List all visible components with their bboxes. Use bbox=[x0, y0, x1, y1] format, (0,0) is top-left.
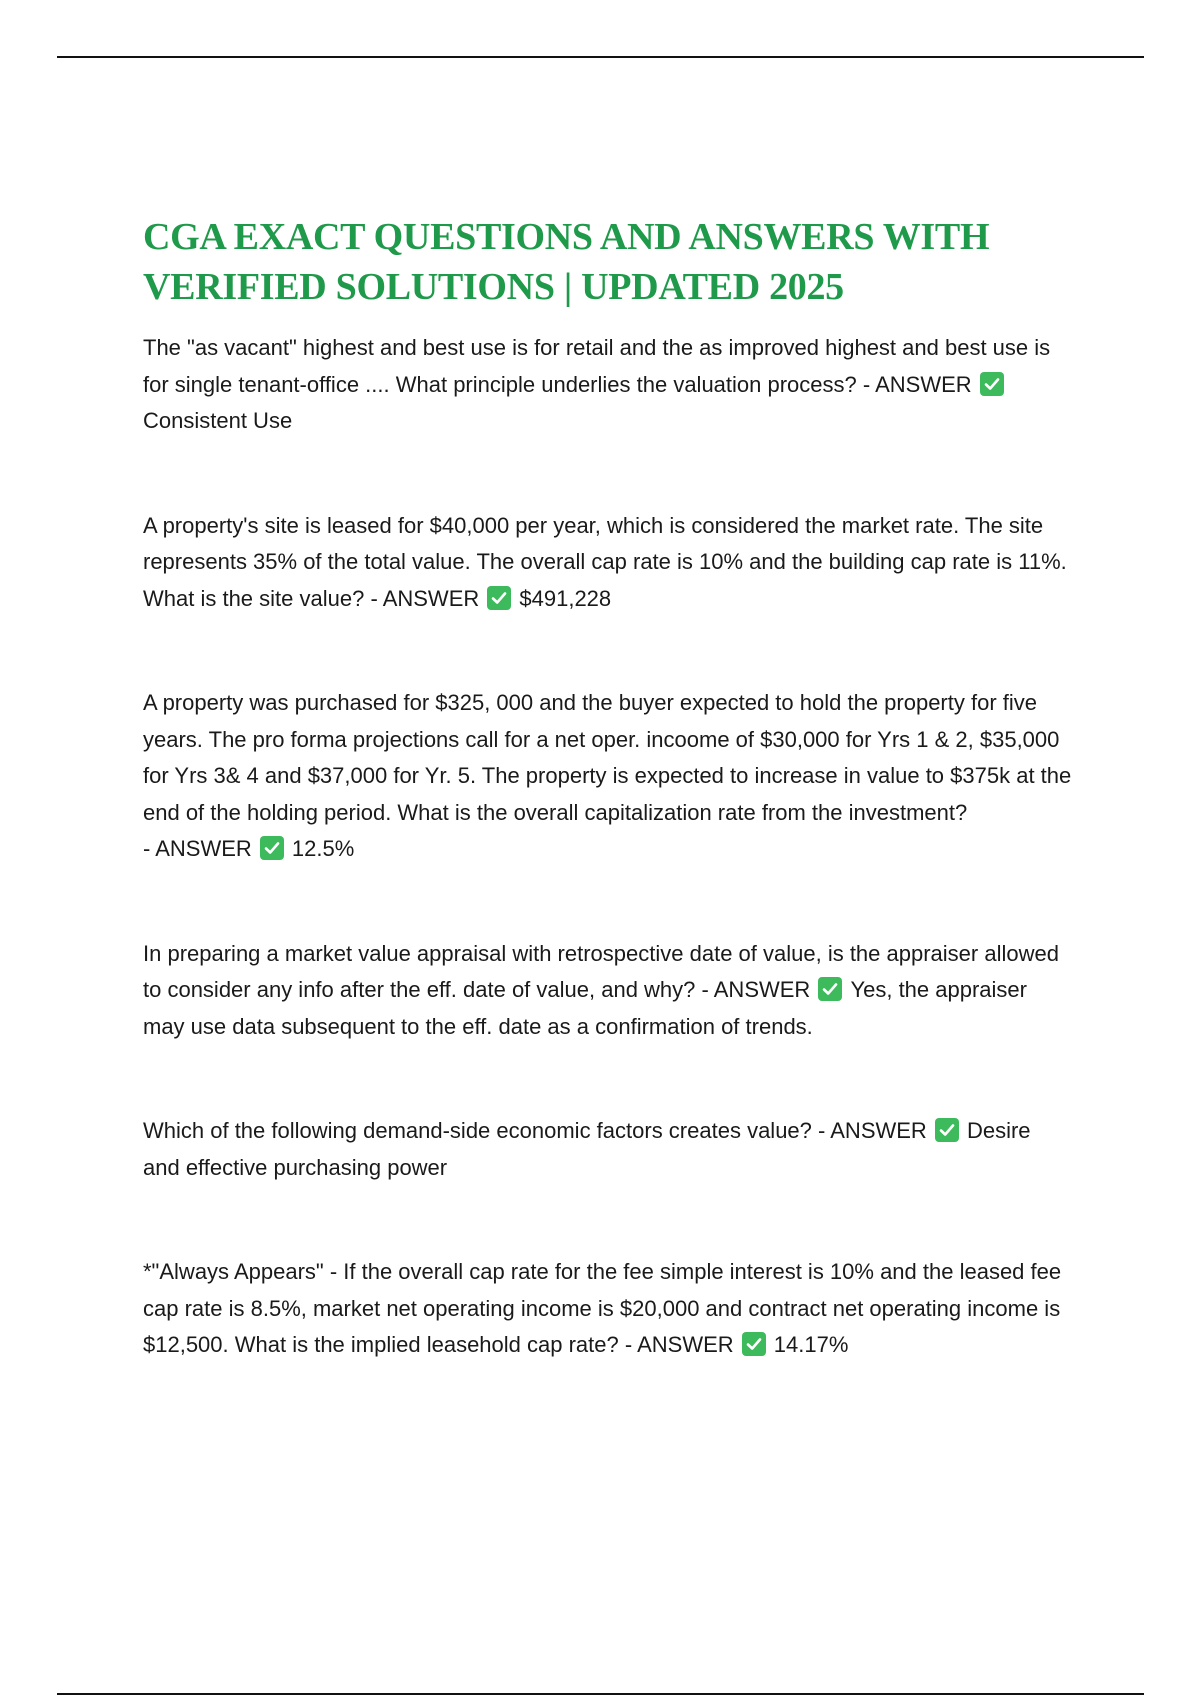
check-mark-icon bbox=[742, 1332, 766, 1356]
answer-label: - ANSWER bbox=[862, 371, 972, 397]
question-text: In preparing a market value appraisal with retrospective date of value, is the appraiser allowed to consider any info after the eff. date of value, and why? bbox=[143, 940, 1059, 1002]
question-text: The "as vacant" highest and best use is for retail and the as improved highest and best use is for single tenant-office .... What principle underlies the valuation process? bbox=[143, 335, 1051, 397]
bottom-rule bbox=[57, 1693, 1144, 1695]
check-mark-icon bbox=[487, 586, 511, 610]
check-mark-icon bbox=[935, 1118, 959, 1142]
check-mark-icon bbox=[980, 372, 1004, 396]
answer-label: - ANSWER bbox=[143, 836, 252, 861]
question-text: *"Always Appears" - If the overall cap rate for the fee simple interest is 10% and the leased fee cap rate is 8.5%, market net operating income is $20,000 and contract net operating income is $12,500. What is the implied leasehold cap rate? bbox=[143, 1259, 1062, 1357]
document-body bbox=[143, 212, 1073, 1364]
question-text: A property's site is leased for $40,000 per year, which is considered the market rate. The site represents 35% of the total value. The overall cap rate is 10% and the building cap rate is 11%. What is the site value? bbox=[143, 512, 1067, 611]
answer-text: 12.5% bbox=[291, 836, 355, 861]
answer-text: Desire and effective purchasing power bbox=[143, 1118, 1031, 1180]
qa-item bbox=[143, 1254, 1073, 1364]
qa-item bbox=[143, 685, 1073, 868]
answer-text: 14.17% bbox=[773, 1332, 849, 1357]
answer-text: Consistent Use bbox=[143, 408, 293, 433]
answer-text: Yes, the appraiser may use data subsequent to the eff. date as a confirmation of trends. bbox=[143, 977, 1027, 1039]
answer-label: - ANSWER bbox=[701, 977, 811, 1002]
answer-text: $491,228 bbox=[519, 585, 612, 611]
question-text: A property was purchased for $325, 000 and the buyer expected to hold the property for five years. The pro forma projections call for a net oper. incoome of $30,000 for Yrs 1 & 2, $35,000 for Yrs 3& 4 and $37,000 for Yr. 5. The property is expected to increase in value to $375k at the end of the holding period. What is the overall capitalization rate from the investment? bbox=[143, 690, 1072, 825]
document-title: CGA EXACT QUESTIONS AND ANSWERS WITH VERIFIED SOLUTIONS | UPDATED 2025 bbox=[143, 216, 990, 308]
qa-item bbox=[143, 936, 1073, 1046]
qa-item bbox=[143, 508, 1073, 618]
question-text: Which of the following demand-side economic factors creates value? bbox=[143, 1118, 812, 1143]
answer-label: - ANSWER bbox=[818, 1118, 927, 1143]
qa-item bbox=[143, 330, 1073, 440]
check-mark-icon bbox=[260, 836, 284, 860]
check-mark-icon bbox=[818, 977, 842, 1001]
answer-label: - ANSWER bbox=[624, 1332, 734, 1357]
answer-label: - ANSWER bbox=[370, 585, 480, 611]
top-rule bbox=[57, 56, 1144, 58]
qa-item bbox=[143, 1113, 1073, 1186]
